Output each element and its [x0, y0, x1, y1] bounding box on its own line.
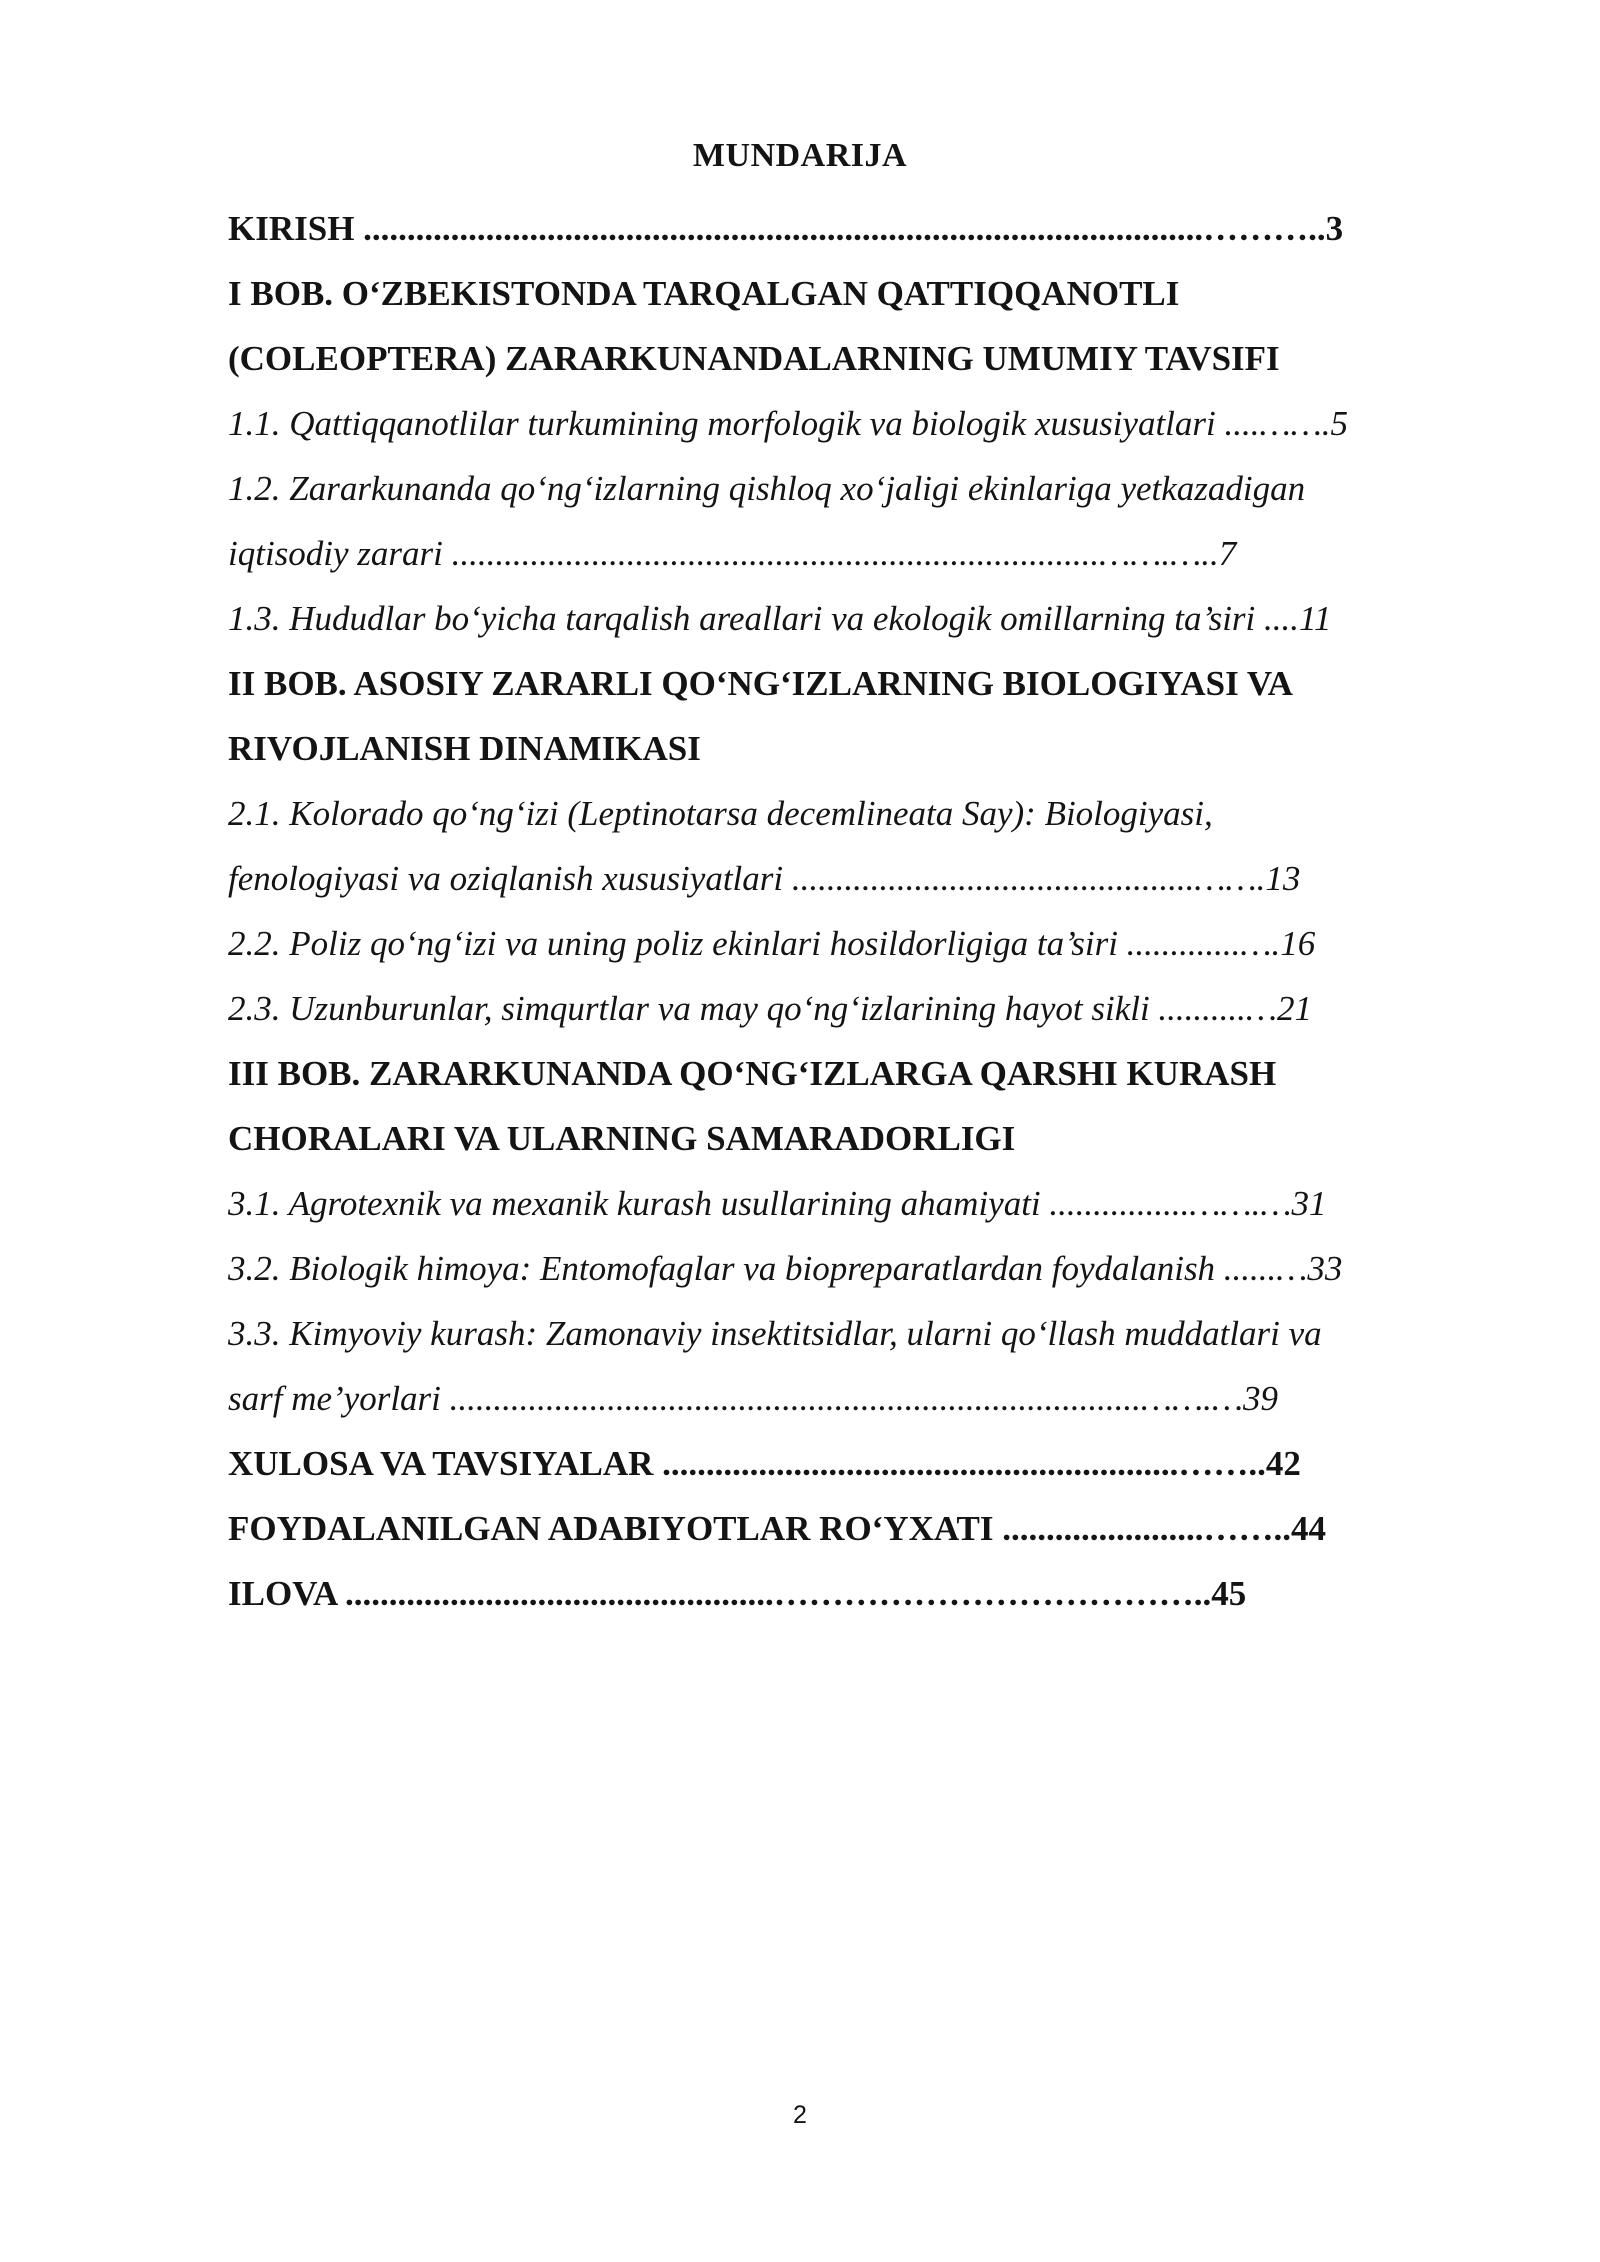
toc-chapter-3-title-cont: CHORALARI VA ULARNING SAMARADORLIGI	[228, 1119, 1016, 1158]
toc-entry-references: FOYDALANILGAN ADABIYOTLAR RO‘YXATI .......................……..44	[228, 1509, 1327, 1548]
toc-section-2-1-cont: fenologiyasi va oziqlanish xususiyatlari ..............................................…….13	[228, 859, 1301, 898]
toc-section-1-2-cont: iqtisodiy zarari ..........................................................................…….…..7	[228, 534, 1237, 573]
toc-chapter-1-title: I BOB. O‘ZBEKISTONDA TARQALGAN QATTIQQANOTLI	[228, 274, 1180, 313]
toc-section-1-1: 1.1. Qattiqqanotlilar turkumining morfologik va biologik xususiyatlari ....…….5	[228, 404, 1348, 443]
page-number: 2	[793, 2101, 807, 2129]
page-title: MUNDARIJA	[692, 137, 908, 174]
toc-section-2-2: 2.2. Poliz qo‘ng‘izi va uning poliz ekinlari hosildorligiga ta’siri .............….16	[228, 924, 1316, 963]
toc-entry-appendix: ILOVA .................................................………………………………..45	[228, 1574, 1247, 1613]
toc-section-1-3: 1.3. Hududlar bo‘yicha tarqalish areallari va ekologik omillarning ta’siri ....11	[228, 599, 1332, 638]
toc-entry-conclusion: XULOSA VA TAVSIYALAR ...........................................................……..42	[228, 1444, 1301, 1483]
toc-chapter-2-title: II BOB. ASOSIY ZARARLI QO‘NG‘IZLARNING BIOLOGIYASI VA	[228, 664, 1293, 703]
toc-section-3-3: 3.3. Kimyoviy kurash: Zamonaviy insektitsidlar, ularni qo‘llash muddatlari va	[228, 1314, 1322, 1353]
toc-section-2-3: 2.3. Uzunburunlar, simqurtlar va may qo‘ng‘izlarining hayot sikli ..........…21	[228, 989, 1313, 1028]
toc-entry-introduction: KIRISH ................................................................................................………..3	[228, 209, 1344, 248]
toc-chapter-2-title-cont: RIVOJLANISH DINAMIKASI	[228, 729, 701, 768]
toc-section-2-1: 2.1. Kolorado qo‘ng‘izi (Leptinotarsa decemlineata Say): Biologiyasi,	[228, 794, 1213, 833]
toc-section-3-2: 3.2. Biologik himoya: Entomofaglar va biopreparatlardan foydalanish ......…33	[228, 1249, 1343, 1288]
toc-chapter-3-title: III BOB. ZARARKUNANDA QO‘NG‘IZLARGA QARSHI KURASH	[228, 1054, 1277, 1093]
toc-section-1-2: 1.2. Zararkunanda qo‘ng‘izlarning qishloq xo‘jaligi ekinlariga yetkazadigan	[228, 469, 1306, 508]
table-of-contents	[228, 196, 1438, 1626]
toc-section-3-1: 3.1. Agrotexnik va mexanik kurash usullarining ahamiyati ................…….…31	[228, 1184, 1327, 1223]
toc-section-3-3-cont: sarf me’yorlari ...............................................................................…….…39	[228, 1379, 1279, 1418]
toc-chapter-1-title-cont: (COLEOPTERA) ZARARKUNANDALARNING UMUMIY TAVSIFI	[228, 339, 1280, 378]
